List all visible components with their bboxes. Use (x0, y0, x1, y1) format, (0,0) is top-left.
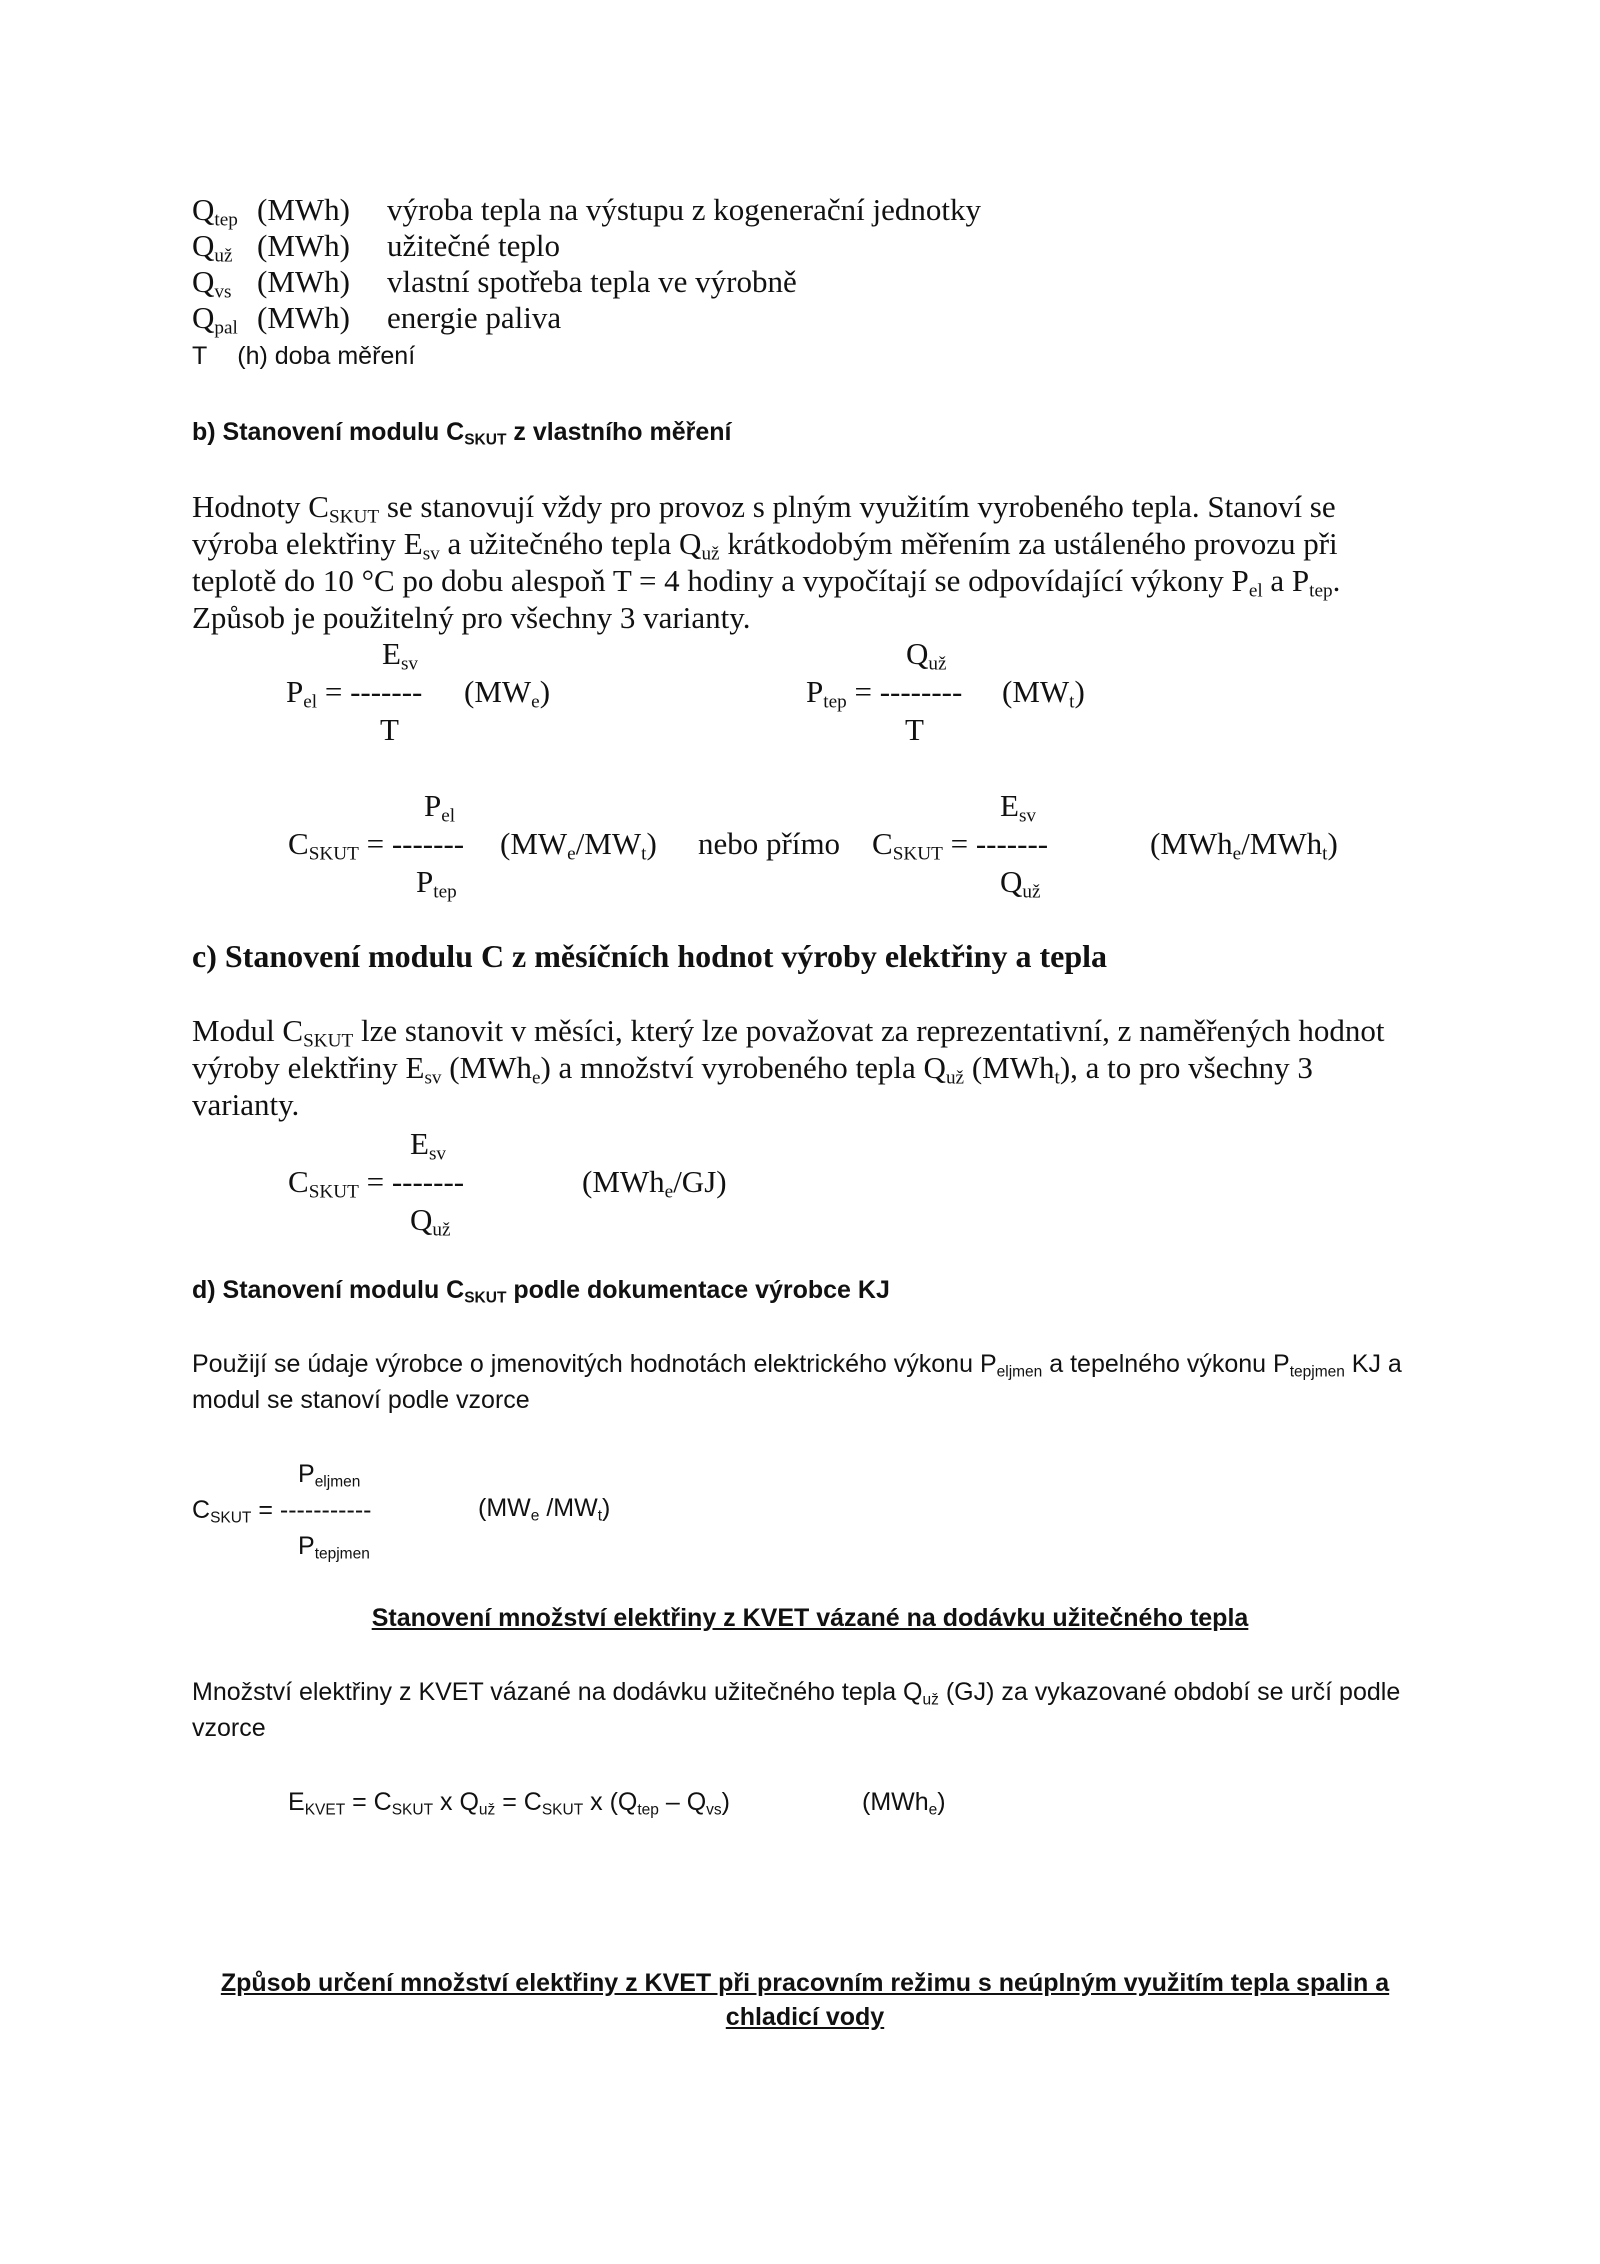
formula-pel-numerator: $E_{sv}$ (382, 636, 419, 675)
section-heading-d: d) Stanovení modulu $C_{SKUT}$ podle dokumentace výrobce KJ (192, 1276, 890, 1307)
definition-row (192, 264, 1092, 303)
def-subscript: pal (214, 317, 238, 339)
formula-ekvet: $E_{KVET} = C_{SKUT}$ x $Q_{už} = C_{SKUT}$ x $(Q_{tep} - Q_{vs})$ (288, 1788, 730, 1819)
formula-cskut3-numerator: $P_{eljmen}$ (298, 1460, 361, 1491)
def-symbol: Q (192, 192, 215, 227)
paragraph-b: Hodnoty $C_{SKUT}$ se stanovují vždy pro provoz s plným využitím vyrobeného tepla. Stanoví se výroba elektřiny $E_{sv}$ a užitečného tepla $Q_{už}$ krátkodobým měřením za ustáleného provozu při teplotě do 10 °C po dobu alespoň T = 4 hodiny a vypočítají se odpovídající výkony $P_{el}$ a $P_{tep}$. Způsob je použitelný pro všechny 3 varianty. (192, 489, 1341, 635)
section-heading-e: Stanovení množství elektřiny z KVET vázané na dodávku užitečného tepla (371, 1604, 1249, 1632)
formula-cskut3-denominator: $P_{tepjmen}$ (298, 1532, 370, 1563)
def-unit: (MWh) (257, 192, 350, 227)
formula-cskut1: $C_{SKUT}$ = ------- (288, 826, 465, 865)
section-heading-c: c) Stanovení modulu C z měsíčních hodnot výroby elektřiny a tepla (192, 938, 1107, 974)
def-description: užitečné teplo (387, 228, 560, 263)
def-unit: (MWh) (257, 228, 350, 263)
section-heading-f-line1: Způsob určení množství elektřiny z KVET při pracovním režimu s neúplným využitím tepla spalin a (220, 1969, 1390, 1997)
def-unit: (MWh) (257, 264, 350, 299)
definition-row (192, 300, 1092, 339)
formula-cskut2-denominator: $Q_{už}$ (410, 1202, 451, 1241)
formula-cskut1b-denominator: $Q_{už}$ (1000, 864, 1041, 903)
formula-ptep-denominator: T (905, 712, 924, 747)
def-unit: (MWh) (257, 300, 350, 335)
section-heading-f (160, 1966, 1450, 2034)
def-description: výroba tepla na výstupu z kogenerační jednotky (387, 192, 981, 227)
def-subscript: už (214, 245, 233, 267)
formula-cskut3-unit: ($MW_e$ $/MW_t$) (478, 1494, 611, 1525)
def-symbol: Q (192, 300, 215, 335)
formula-or-text: nebo přímo (698, 826, 841, 861)
def-description: (h) doba měření (237, 342, 416, 370)
formula-cskut1b-numerator: $E_{sv}$ (1000, 788, 1037, 827)
formula-ptep: $P_{tep}$ = -------- (806, 674, 963, 713)
paragraph-c: Modul $C_{SKUT}$ lze stanovit v měsíci, který lze považovat za reprezentativní, z naměřených hodnot výroby elektřiny $E_{sv}$ (MWh$_e$) a množství vyrobeného tepla $Q_{už}$ (MWh$_t$), a to pro všechny 3 varianty. (192, 1013, 1385, 1122)
formula-ptep-unit: $(MW_t)$ (1002, 674, 1085, 713)
def-symbol: Q (192, 264, 215, 299)
formula-cskut2: $C_{SKUT}$ = ------- (288, 1164, 465, 1203)
formula-pel-denominator: T (380, 712, 399, 747)
formula-cskut1-numerator: $P_{el}$ (424, 788, 456, 827)
definition-list (192, 192, 1092, 342)
paragraph-e: Množství elektřiny z KVET vázané na dodávku užitečného tepla $Q_{už}$ (GJ) za vykazované období se určí podle vzorce (192, 1678, 1401, 1742)
formula-cskut1-unit: $(MW_e/MW_t)$ (500, 826, 657, 865)
def-subscript: vs (214, 281, 232, 303)
formula-cskut1-denominator: $P_{tep}$ (416, 864, 457, 903)
formula-ekvet-unit: (MWh$_e$) (862, 1788, 946, 1819)
paragraph-d: Použijí se údaje výrobce o jmenovitých hodnotách elektrického výkonu $P_{eljmen}$ a tepelného výkonu $P_{tepjmen}$ KJ a modul se stanoví podle vzorce (192, 1350, 1402, 1414)
formula-cskut2-numerator: $E_{sv}$ (410, 1126, 447, 1165)
formula-ptep-numerator: $Q_{už}$ (906, 636, 947, 675)
def-symbol: Q (192, 228, 215, 263)
def-symbol: T (192, 342, 208, 370)
formula-cskut3: $C_{SKUT}$ = ----------- (192, 1496, 372, 1527)
formula-cskut1b-unit: (MWh$_e$/MWh$_t$) (1150, 826, 1338, 865)
def-description: energie paliva (387, 300, 562, 335)
formula-cskut1b: $C_{SKUT}$ = ------- (872, 826, 1049, 865)
formula-pel: $P_{el}$ = ------- (286, 674, 423, 713)
definition-row (192, 228, 1092, 267)
section-heading-b: b) Stanovení modulu $C_{SKUT}$ z vlastního měření (192, 418, 732, 449)
def-subscript: tep (214, 209, 238, 231)
definition-row-T (192, 342, 415, 371)
definition-row (192, 192, 1092, 231)
formula-pel-unit: $(MW_e)$ (464, 674, 551, 713)
formula-cskut2-unit: (MWh$_e$/GJ) (582, 1164, 727, 1203)
def-description: vlastní spotřeba tepla ve výrobně (387, 264, 797, 299)
section-heading-f-line2: chladicí vody (725, 2003, 885, 2031)
